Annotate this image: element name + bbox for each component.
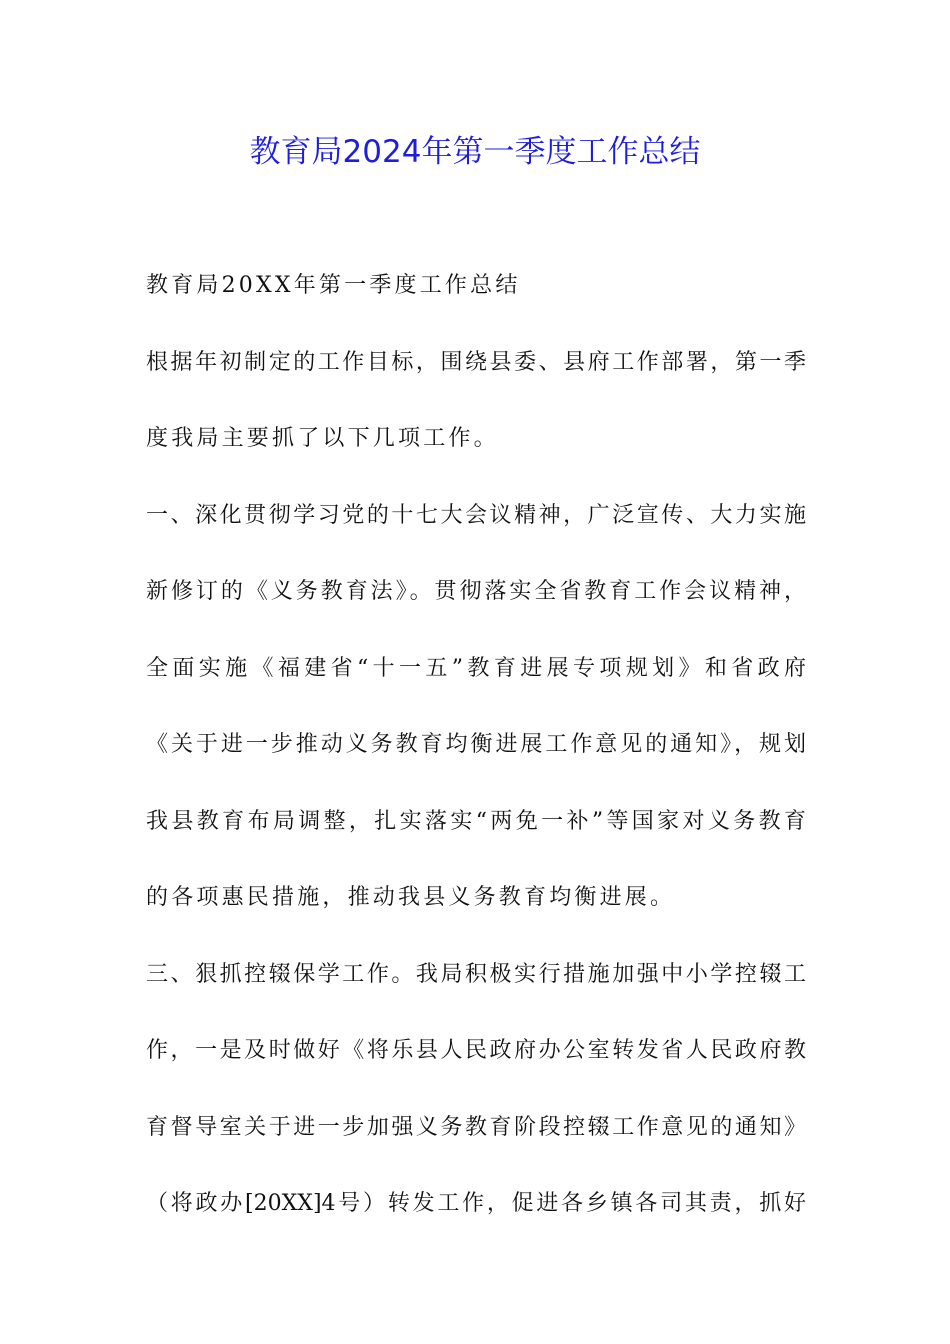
body-line: 的各项惠民措施，推动我县义务教育均衡进展。 [146, 885, 676, 910]
body-line: 一、深化贯彻学习党的十七大会议精神，广泛宣传、大力实施 [146, 502, 806, 528]
body-line: 《关于进一步推动义务教育均衡进展工作意见的通知》，规划 [146, 732, 806, 757]
body-line: 新修订的《义务教育法》。贯彻落实全省教育工作会议精神， [146, 579, 806, 604]
document-body [146, 260, 806, 1255]
body-line: 全面实施《福建省“十一五”教育进展专项规划》和省政府 [146, 655, 806, 681]
body-line: 我县教育布局调整，扎实落实“两免一补”等国家对义务教育 [146, 808, 806, 834]
body-line: （将政办[20XX]4号）转发工作，促进各乡镇各司其责，抓好 [146, 1191, 806, 1216]
body-line: 根据年初制定的工作目标，围绕县委、县府工作部署，第一季 [146, 349, 806, 375]
body-line: 教育局20XX年第一季度工作总结 [146, 273, 521, 298]
body-line: 作，一是及时做好《将乐县人民政府办公室转发省人民政府教 [146, 1038, 806, 1063]
body-line: 三、狠抓控辍保学工作。我局积极实行措施加强中小学控辍工 [146, 961, 806, 987]
body-line: 育督导室关于进一步加强义务教育阶段控辍工作意见的通知》 [146, 1114, 806, 1140]
document-title: 教育局2024年第一季度工作总结 [249, 134, 701, 170]
body-line: 度我局主要抓了以下几项工作。 [146, 426, 499, 451]
